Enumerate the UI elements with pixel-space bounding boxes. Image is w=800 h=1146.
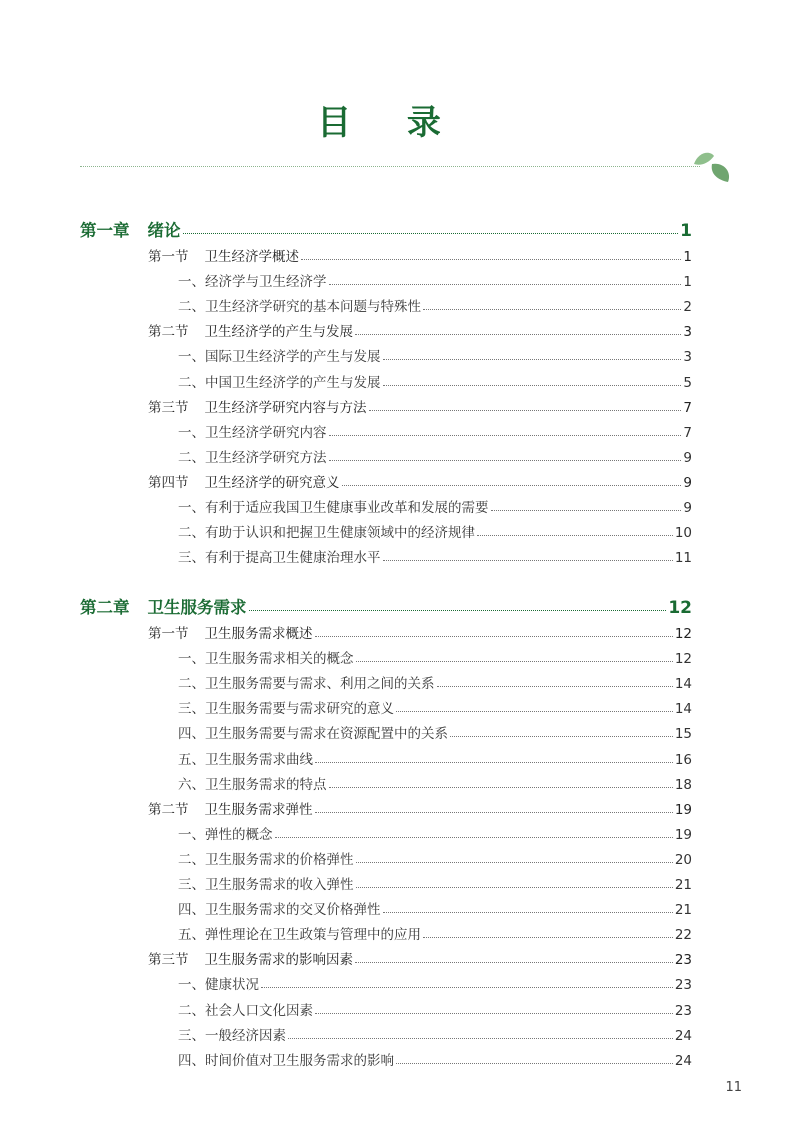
dot-leader bbox=[315, 812, 673, 813]
page-title: 目 录 bbox=[317, 103, 463, 143]
toc-item[interactable] bbox=[178, 1049, 692, 1069]
toc-item[interactable] bbox=[178, 345, 692, 365]
section-label bbox=[148, 396, 367, 416]
item-title: 二、有助于认识和把握卫生健康领域中的经济规律 bbox=[178, 525, 475, 542]
section-number: 第三节 bbox=[148, 952, 189, 969]
item-label bbox=[178, 748, 313, 768]
item-label bbox=[178, 295, 421, 315]
item-page-number: 2 bbox=[683, 299, 692, 316]
dot-leader bbox=[356, 862, 673, 863]
item-page-number: 22 bbox=[674, 927, 692, 944]
toc-item[interactable] bbox=[178, 973, 692, 993]
dot-leader bbox=[261, 987, 673, 988]
toc-item[interactable] bbox=[178, 496, 692, 516]
dot-leader bbox=[383, 912, 673, 913]
item-title: 一、弹性的概念 bbox=[178, 826, 273, 843]
chapter-page-number: 1 bbox=[680, 221, 692, 241]
dot-leader bbox=[369, 410, 682, 411]
toc-chapter[interactable] bbox=[80, 592, 692, 618]
section-label bbox=[148, 622, 313, 642]
item-label bbox=[178, 647, 354, 667]
section-label bbox=[148, 471, 340, 491]
toc-item[interactable] bbox=[178, 647, 692, 667]
item-title: 二、卫生经济学研究方法 bbox=[178, 449, 327, 466]
section-page-number: 1 bbox=[683, 249, 692, 265]
item-label bbox=[178, 421, 327, 441]
item-title: 二、卫生服务需要与需求、利用之间的关系 bbox=[178, 676, 435, 693]
section-page-number: 23 bbox=[674, 952, 692, 969]
item-page-number: 21 bbox=[674, 877, 692, 893]
toc-item[interactable] bbox=[178, 446, 692, 466]
section-number: 第二节 bbox=[148, 801, 189, 818]
section-title: 卫生服务需求的影响因素 bbox=[204, 952, 353, 969]
item-label bbox=[178, 546, 381, 566]
item-title: 三、一般经济因素 bbox=[178, 1027, 286, 1044]
dot-leader bbox=[275, 837, 673, 838]
chapter-number: 第一章 bbox=[80, 221, 130, 240]
leaf-icon bbox=[690, 146, 734, 186]
chapter-page-number: 12 bbox=[668, 598, 692, 618]
item-label bbox=[178, 848, 354, 868]
item-label bbox=[178, 1049, 394, 1069]
dot-leader bbox=[491, 510, 682, 511]
item-label bbox=[178, 371, 381, 391]
item-title: 三、有利于提高卫生健康治理水平 bbox=[178, 550, 381, 567]
item-label bbox=[178, 773, 327, 793]
toc-chapter[interactable] bbox=[80, 215, 692, 241]
chapter-title: 绪论 bbox=[147, 221, 181, 240]
item-page-number: 7 bbox=[683, 424, 692, 441]
section-title: 卫生经济学概述 bbox=[204, 249, 299, 265]
section-number: 第二节 bbox=[148, 324, 189, 341]
item-page-number: 23 bbox=[674, 1002, 692, 1019]
section-title: 卫生服务需求弹性 bbox=[204, 801, 313, 818]
item-label bbox=[178, 345, 381, 365]
toc-section[interactable] bbox=[148, 471, 692, 491]
section-number: 第一节 bbox=[148, 249, 189, 265]
toc-item[interactable] bbox=[178, 697, 692, 717]
item-label bbox=[178, 697, 394, 717]
item-page-number: 16 bbox=[674, 751, 692, 768]
item-page-number: 18 bbox=[674, 776, 692, 793]
toc-item[interactable] bbox=[178, 672, 692, 692]
item-label bbox=[178, 1024, 286, 1044]
toc-section[interactable] bbox=[148, 396, 692, 416]
section-label bbox=[148, 245, 299, 265]
item-title: 一、卫生经济学研究内容 bbox=[178, 424, 327, 441]
section-page-number: 9 bbox=[683, 474, 692, 491]
item-title: 五、弹性理论在卫生政策与管理中的应用 bbox=[178, 927, 421, 944]
dot-leader bbox=[396, 1063, 673, 1064]
dot-leader bbox=[183, 233, 679, 234]
toc-item[interactable] bbox=[178, 371, 692, 391]
dot-leader bbox=[315, 636, 673, 637]
item-page-number: 9 bbox=[683, 449, 692, 466]
dot-leader bbox=[342, 485, 682, 486]
toc-item[interactable] bbox=[178, 748, 692, 768]
item-title: 一、有利于适应我国卫生健康事业改革和发展的需要 bbox=[178, 500, 489, 516]
item-label bbox=[178, 999, 313, 1019]
section-title: 卫生经济学研究内容与方法 bbox=[204, 399, 367, 416]
section-title: 卫生经济学的产生与发展 bbox=[204, 324, 353, 341]
dot-leader bbox=[288, 1038, 673, 1039]
chapter-label bbox=[80, 594, 247, 618]
item-title: 三、卫生服务需求的收入弹性 bbox=[178, 877, 354, 893]
toc-item[interactable] bbox=[178, 546, 692, 566]
toc-item[interactable] bbox=[178, 722, 692, 742]
item-label bbox=[178, 973, 259, 993]
toc-section[interactable] bbox=[148, 622, 692, 642]
section-label bbox=[148, 320, 353, 340]
toc-item[interactable] bbox=[178, 521, 692, 541]
item-page-number: 5 bbox=[683, 374, 692, 391]
item-title: 一、健康状况 bbox=[178, 977, 259, 994]
dot-leader bbox=[356, 661, 673, 662]
item-page-number: 1 bbox=[683, 274, 692, 291]
item-label bbox=[178, 823, 273, 843]
dot-leader bbox=[383, 385, 682, 386]
toc-item[interactable] bbox=[178, 295, 692, 315]
toc-item[interactable] bbox=[178, 270, 692, 290]
dot-leader bbox=[355, 962, 673, 963]
chapter-title: 卫生服务需求 bbox=[147, 598, 247, 617]
item-label bbox=[178, 496, 489, 516]
section-title: 卫生经济学的研究意义 bbox=[204, 474, 340, 491]
section-page-number: 7 bbox=[683, 399, 692, 416]
item-page-number: 24 bbox=[674, 1052, 692, 1069]
section-label bbox=[148, 948, 353, 968]
item-label bbox=[178, 270, 327, 290]
item-title: 二、社会人口文化因素 bbox=[178, 1002, 313, 1019]
item-title: 四、卫生服务需要与需求在资源配置中的关系 bbox=[178, 726, 448, 743]
item-title: 三、卫生服务需要与需求研究的意义 bbox=[178, 701, 394, 718]
dot-leader bbox=[315, 762, 673, 763]
page-number: 11 bbox=[725, 1080, 742, 1095]
toc-item[interactable] bbox=[178, 999, 692, 1019]
item-page-number: 19 bbox=[674, 826, 692, 843]
item-title: 一、国际卫生经济学的产生与发展 bbox=[178, 349, 381, 366]
dot-leader bbox=[423, 937, 673, 938]
item-label bbox=[178, 923, 421, 943]
item-page-number: 20 bbox=[674, 851, 692, 868]
item-page-number: 21 bbox=[674, 902, 692, 919]
toc-section[interactable] bbox=[148, 948, 692, 968]
item-page-number: 15 bbox=[674, 726, 692, 743]
toc-item[interactable] bbox=[178, 848, 692, 868]
dot-leader bbox=[423, 309, 681, 310]
chapter-label bbox=[80, 217, 181, 241]
dot-leader bbox=[329, 460, 682, 461]
item-page-number: 3 bbox=[683, 349, 692, 366]
item-title: 二、卫生经济学研究的基本问题与特殊性 bbox=[178, 299, 421, 316]
item-label bbox=[178, 446, 327, 466]
dot-leader bbox=[356, 887, 673, 888]
toc-item[interactable] bbox=[178, 1024, 692, 1044]
section-number: 第三节 bbox=[148, 399, 189, 416]
section-number: 第四节 bbox=[148, 474, 189, 491]
item-label bbox=[178, 873, 354, 893]
toc-item[interactable] bbox=[178, 421, 692, 441]
dot-leader bbox=[383, 560, 673, 561]
section-number: 第一节 bbox=[148, 626, 189, 642]
item-page-number: 14 bbox=[674, 676, 692, 693]
toc-item[interactable] bbox=[178, 823, 692, 843]
item-page-number: 14 bbox=[674, 701, 692, 718]
section-label bbox=[148, 798, 313, 818]
dot-leader bbox=[355, 334, 681, 335]
toc-item[interactable] bbox=[178, 873, 692, 893]
item-title: 二、卫生服务需求的价格弹性 bbox=[178, 851, 354, 868]
toc-section[interactable] bbox=[148, 245, 692, 265]
section-page-number: 12 bbox=[674, 626, 692, 642]
item-title: 二、中国卫生经济学的产生与发展 bbox=[178, 374, 381, 391]
item-title: 四、时间价值对卫生服务需求的影响 bbox=[178, 1052, 394, 1069]
item-page-number: 24 bbox=[674, 1027, 692, 1044]
section-page-number: 3 bbox=[683, 324, 692, 341]
item-label bbox=[178, 521, 475, 541]
item-label bbox=[178, 722, 448, 742]
item-title: 一、经济学与卫生经济学 bbox=[178, 274, 327, 291]
item-page-number: 9 bbox=[683, 500, 692, 516]
toc-item[interactable] bbox=[178, 773, 692, 793]
item-page-number: 11 bbox=[674, 550, 692, 567]
item-label bbox=[178, 898, 381, 918]
item-title: 一、卫生服务需求相关的概念 bbox=[178, 651, 354, 668]
dot-leader bbox=[450, 736, 673, 737]
item-page-number: 23 bbox=[674, 977, 692, 994]
item-title: 五、卫生服务需求曲线 bbox=[178, 751, 313, 768]
dot-leader bbox=[301, 259, 681, 260]
section-page-number: 19 bbox=[674, 801, 692, 818]
dot-leader bbox=[315, 1013, 673, 1014]
section-title: 卫生服务需求概述 bbox=[204, 626, 313, 642]
toc-section[interactable] bbox=[148, 798, 692, 818]
dot-leader bbox=[383, 359, 682, 360]
dot-leader bbox=[249, 610, 667, 611]
dot-leader bbox=[329, 787, 673, 788]
item-title: 四、卫生服务需求的交叉价格弹性 bbox=[178, 902, 381, 919]
dot-leader bbox=[329, 284, 682, 285]
dot-leader bbox=[437, 686, 673, 687]
dot-leader bbox=[396, 711, 673, 712]
toc-section[interactable] bbox=[148, 320, 692, 340]
dot-leader bbox=[477, 535, 673, 536]
dot-leader bbox=[329, 435, 682, 436]
item-page-number: 10 bbox=[674, 525, 692, 542]
item-page-number: 12 bbox=[674, 651, 692, 668]
title-divider bbox=[80, 166, 700, 167]
toc-item[interactable] bbox=[178, 898, 692, 918]
chapter-number: 第二章 bbox=[80, 598, 130, 617]
item-title: 六、卫生服务需求的特点 bbox=[178, 776, 327, 793]
toc-item[interactable] bbox=[178, 923, 692, 943]
item-label bbox=[178, 672, 435, 692]
